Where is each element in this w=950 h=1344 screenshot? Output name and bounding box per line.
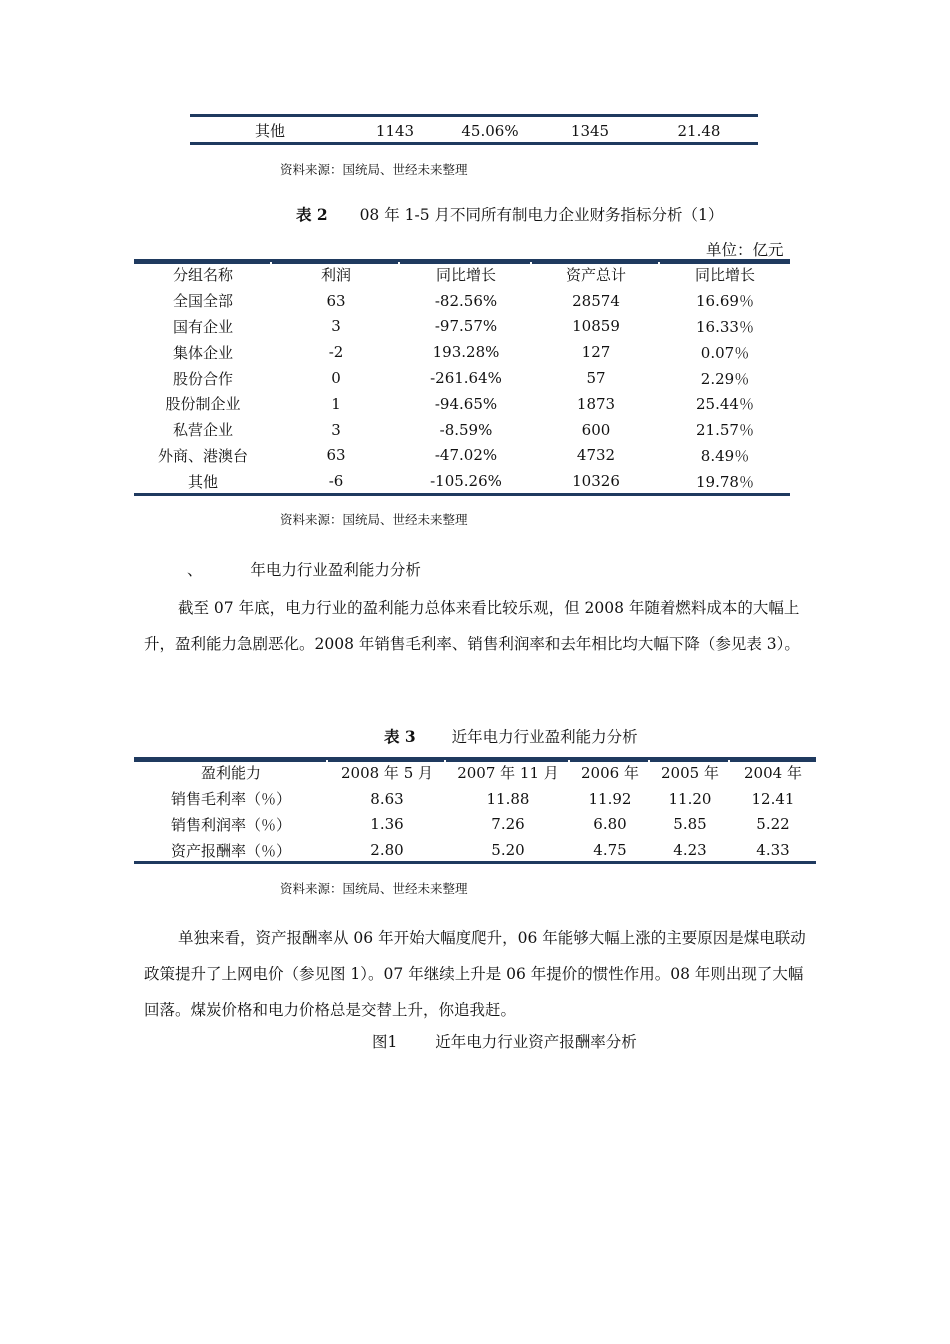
table-cell: 私营企业 (172, 421, 233, 440)
table-cell: -2 (328, 343, 344, 362)
table3-source: 资料来源：国统局、世经未来整理 (280, 881, 468, 896)
table-cell: 8.63 (370, 789, 404, 808)
figure1-caption (372, 1030, 637, 1052)
table-header-row (134, 262, 790, 288)
table-cell: 21.57％ (696, 421, 754, 440)
table-cell: 127 (581, 343, 611, 362)
table2-caption-title: 08 年 1-5 月不同所有制电力企业财务指标分析（1） (359, 206, 724, 224)
table-cell: 4.33 (756, 841, 790, 860)
table-cell: 25.44％ (696, 395, 754, 414)
table-cell: 5.85 (673, 815, 707, 834)
table1-tail (190, 118, 758, 144)
table-cell: -97.57% (434, 317, 498, 336)
table-cell: -105.26% (430, 472, 502, 491)
table-header-row (134, 760, 816, 786)
table-cell: 12.41 (751, 789, 795, 808)
table2 (134, 262, 790, 494)
table-cell: -6 (328, 472, 344, 491)
table-cell: 其他 (187, 472, 218, 491)
table-cell: 193.28% (432, 343, 500, 362)
table-cell: 57 (586, 369, 606, 388)
table-cell: 其他 (254, 122, 285, 141)
table-cell: 3 (331, 317, 341, 336)
table-cell: 集体企业 (172, 343, 233, 362)
table-cell: 3 (331, 420, 341, 439)
table-cell: 1 (331, 394, 341, 413)
table2-caption-label: 表 2 (296, 205, 328, 224)
table-cell: 股份合作 (172, 369, 233, 388)
table-row (134, 288, 790, 314)
table-cell: 16.69％ (696, 292, 754, 311)
table-row (190, 118, 758, 144)
column-header: 同比增长 (435, 266, 496, 285)
table-cell: 5.22 (756, 815, 790, 834)
column-header: 2006 年 (581, 764, 639, 783)
table1-top-rule (190, 114, 758, 117)
table-cell: 1143 (375, 121, 415, 140)
table-row (134, 391, 790, 417)
table-cell: 4.75 (593, 841, 627, 860)
table-cell: 股份制企业 (165, 395, 241, 414)
table-cell: 11.88 (486, 789, 530, 808)
table-cell: 销售利润率（％） (170, 815, 291, 834)
table2-caption (296, 203, 723, 225)
column-header: 同比增长 (694, 266, 755, 285)
table-cell: 63 (326, 291, 346, 310)
table-cell: 16.33％ (696, 317, 754, 336)
table-cell: 8.49％ (700, 446, 750, 465)
column-header: 2008 年 5 月 (340, 764, 434, 783)
table-row (134, 837, 816, 863)
table-cell: -47.02% (434, 446, 498, 465)
table-cell: 销售毛利率（％） (170, 790, 291, 809)
table2-unit: 单位：亿元 (706, 241, 784, 259)
section-heading (187, 558, 421, 580)
table-cell: 4.23 (673, 841, 707, 860)
table-cell: 45.06% (461, 121, 519, 140)
table-cell: 4732 (576, 446, 616, 465)
table-cell: 7.26 (491, 815, 525, 834)
table-cell: 11.20 (668, 789, 712, 808)
table-cell: 600 (581, 420, 611, 439)
table-cell: 资产报酬率（％） (170, 841, 291, 860)
table3-bottom-rule (134, 861, 816, 864)
table3 (134, 760, 816, 863)
table-cell: 19.78％ (696, 472, 754, 491)
paragraph-text: 单独来看，资产报酬率从 06 年开始大幅度爬升，06 年能够大幅上涨的主要原因是煤电联动政策提升了上网电价（参见图 1）。07 年继续上升是 06 年提价的惯性作用。08 年则出现了大幅回落。煤炭价格和电力价格总是交替上升，你追我赶。 (144, 929, 806, 1019)
table3-caption-title: 近年电力行业盈利能力分析 (451, 728, 638, 746)
table-row (134, 314, 790, 340)
table-cell: 1.36 (370, 815, 404, 834)
table-row (134, 786, 816, 812)
figure1-title: 近年电力行业资产报酬率分析 (435, 1033, 637, 1051)
table1-source: 资料来源：国统局、世经未来整理 (280, 162, 468, 177)
table-cell: 10326 (572, 472, 620, 491)
table-cell: 6.80 (593, 815, 627, 834)
column-header: 资产总计 (565, 266, 626, 285)
column-header: 2007 年 11 月 (457, 764, 559, 783)
paragraph (144, 590, 809, 662)
paragraph (144, 920, 809, 1028)
table-cell: 11.92 (588, 789, 632, 808)
table-cell: -261.64% (430, 369, 502, 388)
table-cell: 0 (331, 369, 341, 388)
table-row (134, 339, 790, 365)
table-cell: -82.56% (434, 291, 498, 310)
figure1-label: 图1 (372, 1033, 398, 1051)
column-header: 利润 (320, 266, 351, 285)
table-cell: 全国全部 (172, 292, 233, 311)
table-row (134, 812, 816, 838)
table-cell: 国有企业 (172, 317, 233, 336)
table3-caption-label: 表 3 (384, 727, 416, 746)
table2-source: 资料来源：国统局、世经未来整理 (280, 512, 468, 527)
paragraph-text: 截至 07 年底，电力行业的盈利能力总体来看比较乐观，但 2008 年随着燃料成本的大幅上升，盈利能力急剧恶化。2008 年销售毛利率、销售利润率和去年相比均大幅下降（参见表 3）。 (144, 599, 800, 653)
table-cell: 63 (326, 446, 346, 465)
table3-caption (384, 725, 638, 747)
table-cell: 1345 (570, 121, 610, 140)
table-cell: 1873 (576, 394, 616, 413)
section-heading-mark: 、 (187, 561, 203, 579)
table-cell: 21.48 (677, 121, 721, 140)
table-row (134, 365, 790, 391)
column-header: 盈利能力 (200, 764, 261, 783)
column-header: 分组名称 (172, 266, 233, 285)
column-header: 2005 年 (661, 764, 719, 783)
section-heading-text: 年电力行业盈利能力分析 (250, 561, 421, 579)
table-cell: 2.29％ (700, 369, 750, 388)
table-cell: -94.65% (434, 394, 498, 413)
table2-bottom-rule (134, 493, 790, 496)
table-row (134, 468, 790, 494)
table-cell: 28574 (572, 291, 620, 310)
table-cell: 外商、港澳台 (157, 446, 248, 465)
table-row (134, 443, 790, 469)
table-cell: 5.20 (491, 841, 525, 860)
table-cell: 0.07％ (700, 343, 750, 362)
column-header: 2004 年 (744, 764, 802, 783)
table1-bottom-rule (190, 142, 758, 145)
table-cell: 10859 (572, 317, 620, 336)
table-cell: -8.59% (439, 420, 493, 439)
table-cell: 2.80 (370, 841, 404, 860)
table-row (134, 417, 790, 443)
